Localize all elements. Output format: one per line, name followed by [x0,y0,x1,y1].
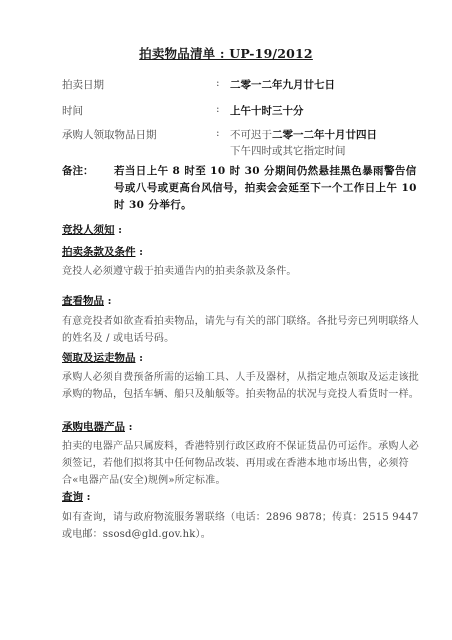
enquiry-title: 查询 [62,491,83,503]
auction-date-label: 拍卖日期 [62,79,104,91]
collection-body: 承购人必须自费预备所需的运输工具、人手及器材，从指定地点领取及运走该批承购的物品，包括车辆、船只及舢舨等。拍卖物品的状况与竞投人看货时一样。 [62,372,419,400]
terms-heading [62,244,143,259]
collection-heading [62,350,143,365]
collection-date-prefix: 不可迟于 [230,129,272,141]
electrical-title: 承购电器产品 [62,421,125,433]
page-title: 拍卖物品清单 : UP-19/2012 [139,46,313,61]
note-label: 备注： [62,165,94,177]
auction-date-value [230,77,335,92]
inspection-title: 查看物品 [62,295,104,307]
auction-time-row [62,103,304,118]
auction-date-colon: : [216,77,220,89]
enquiry-suffix: : [83,491,91,503]
note-text: 若当日上午 8 时至 10 时 30 分期间仍然悬挂黑色暴雨警告信号或八号或更高台风信号，拍卖会会延至下一个工作日上午 10 时 30 分举行。 [114,165,417,211]
electrical-body: 拍卖的电器产品只属废料，香港特别行政区政府不保证货品仍可运作。承购人必须签记，若他们拟将其中任何物品改装、再用或在香港本地市场出售，必须符合«电器产品(安全)规例»所定标准。 [62,441,419,486]
electrical-heading [62,419,133,434]
auction-time-text: 上午十时三十分 [230,105,304,117]
enquiry-heading [62,489,91,504]
collection-date-line2: 下午四时或其它指定时间 [230,145,346,157]
bidder-notice-title: 竞投人须知 [62,224,115,236]
electrical-suffix: : [125,421,133,433]
auction-date-row [62,77,335,92]
auction-date-text: 二零一二年九月廿七日 [230,79,335,91]
auction-time-colon: : [216,103,220,115]
collection-date-value [230,127,377,142]
collection-title: 领取及运走物品 [62,352,136,364]
collection-date-label: 承购人领取物品日期 [62,129,157,141]
inspection-suffix: : [104,295,112,307]
collection-date-bold: 二零一二年十月廿四日 [272,129,377,141]
terms-suffix: : [135,246,144,258]
collection-date-row [62,127,377,142]
enquiry-body: 如有查询，请与政府物流服务署联络（电话：2896 9878；传真：2515 9447 或电邮：ssosd@gld.gov.hk）。 [62,512,419,540]
collection-suffix: : [135,352,144,364]
inspection-heading [62,293,112,308]
auction-time-value [230,103,304,118]
bidder-notice-heading [62,222,122,237]
terms-title: 拍卖条款及条件 [62,246,136,258]
terms-body: 竞投人必须遵守载于拍卖通告内的拍卖条款及条件。 [62,266,297,277]
collection-date-colon: : [216,127,220,139]
inspection-body: 有意竞投者如欲查看拍卖物品，请先与有关的部门联络。各批号旁已列明联络人的姓名及 / 或电话号码。 [62,316,419,344]
bidder-notice-suffix: : [114,224,123,236]
auction-time-label: 时间 [62,105,83,117]
